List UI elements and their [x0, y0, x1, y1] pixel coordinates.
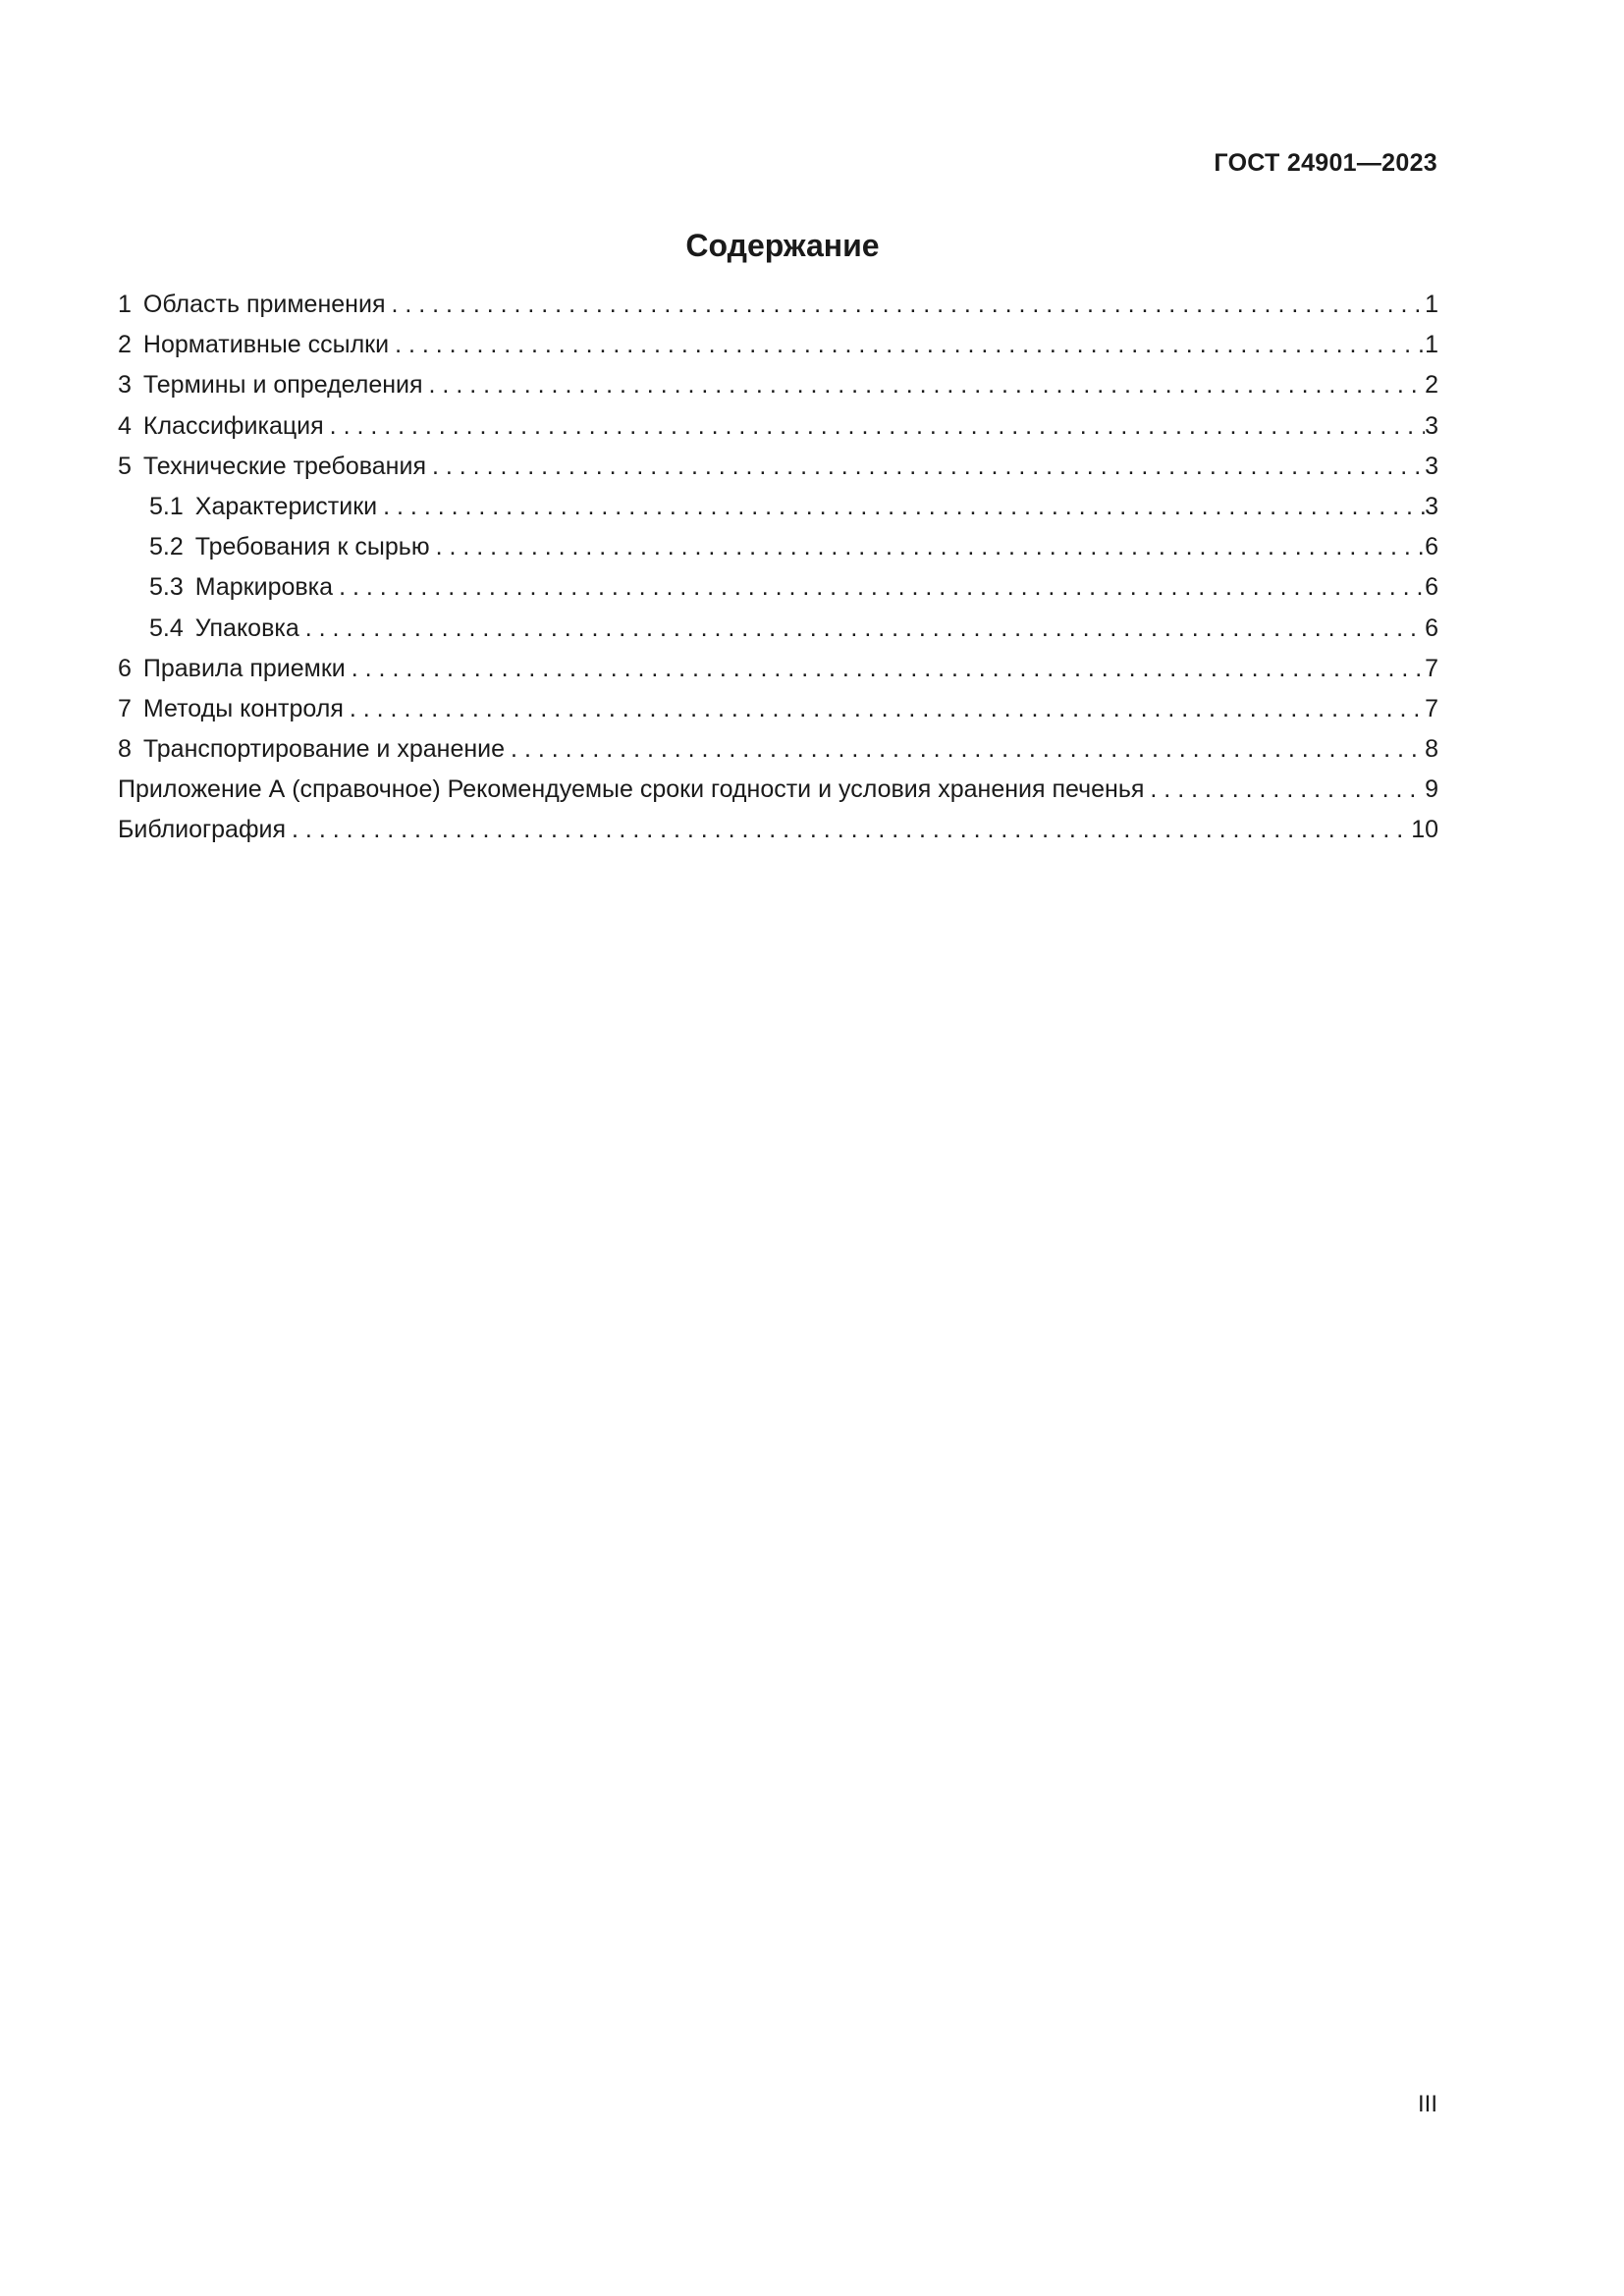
toc-entry-number: 5.2: [149, 533, 184, 561]
toc-entry-number: 5.1: [149, 492, 184, 520]
toc-entry-label: Термины и определения: [142, 371, 423, 400]
toc-entry-label: Методы контроля: [142, 694, 344, 722]
toc-entry-page: 7: [1425, 694, 1438, 722]
toc-entry[interactable]: [118, 609, 1438, 649]
toc-dot-leader: [389, 325, 1425, 365]
toc-entry-label: Классификация: [142, 411, 324, 440]
toc-entry-page: 8: [1425, 735, 1438, 764]
toc-entry-number: 7: [118, 694, 132, 722]
toc-entry-label: Нормативные ссылки: [142, 331, 390, 359]
toc-entry[interactable]: [118, 770, 1438, 810]
toc-entry-number: 5.4: [149, 614, 184, 642]
toc-entry-number: 5: [118, 452, 132, 480]
toc-title: Содержание: [685, 228, 880, 263]
toc-entry-label: Транспортирование и хранение: [142, 735, 506, 764]
toc-entry-page: 1: [1425, 331, 1438, 359]
toc-dot-leader: [423, 365, 1426, 405]
toc-dot-leader: [377, 487, 1425, 527]
toc-entry-number: 8: [118, 735, 132, 764]
toc-entry[interactable]: [118, 447, 1438, 487]
toc-entry-page: 1: [1425, 291, 1438, 318]
toc-entry[interactable]: [118, 325, 1438, 365]
toc-dot-leader: [333, 567, 1425, 608]
toc-entry-page: 3: [1425, 411, 1438, 440]
toc-entry-page: 2: [1425, 371, 1438, 400]
toc-entry-label: Требования к сырью: [194, 533, 430, 561]
toc-entry[interactable]: [118, 285, 1438, 325]
toc-dot-leader: [324, 406, 1425, 447]
toc-entry-number: 1: [118, 291, 132, 318]
toc-dot-leader: [505, 729, 1425, 770]
toc-entry-page: 3: [1425, 452, 1438, 480]
toc-entry-number: 5.3: [149, 573, 184, 602]
toc-entry-page: 9: [1425, 775, 1438, 804]
toc-dot-leader: [286, 810, 1411, 850]
toc-dot-leader: [430, 527, 1426, 567]
toc-entry[interactable]: [118, 729, 1438, 770]
toc-entry[interactable]: [118, 527, 1438, 567]
toc-entry-number: 2: [118, 331, 132, 359]
toc-entry[interactable]: [118, 567, 1438, 608]
toc-entry[interactable]: [118, 406, 1438, 447]
toc-entry-label: Характеристики: [194, 492, 378, 520]
toc-entry[interactable]: [118, 689, 1438, 729]
toc-entry-number: 4: [118, 411, 132, 440]
table-of-contents: [118, 285, 1438, 851]
toc-entry-page: 6: [1425, 614, 1438, 642]
toc-dot-leader: [426, 447, 1425, 487]
toc-entry-page: 7: [1425, 654, 1438, 682]
toc-entry-page: 6: [1425, 573, 1438, 602]
toc-entry[interactable]: [118, 810, 1438, 850]
toc-entry-label: Приложение А (справочное) Рекомендуемые сроки годности и условия хранения печенья: [118, 775, 1145, 804]
toc-entry-number: 6: [118, 654, 132, 682]
toc-entry-page: 6: [1425, 533, 1438, 561]
toc-entry-label: Библиография: [118, 816, 287, 844]
toc-entry[interactable]: [118, 649, 1438, 689]
toc-entry-label: Правила приемки: [142, 654, 346, 682]
toc-entry-label: Область применения: [142, 291, 386, 318]
toc-entry[interactable]: [118, 487, 1438, 527]
toc-entry-page: 10: [1411, 816, 1438, 844]
document-code: ГОСТ 24901—2023: [1214, 149, 1437, 177]
toc-dot-leader: [346, 649, 1425, 689]
toc-dot-leader: [1144, 770, 1425, 810]
toc-dot-leader: [385, 285, 1425, 325]
toc-entry-page: 3: [1425, 492, 1438, 520]
toc-entry-label: Технические требования: [142, 452, 426, 480]
toc-entry-label: Маркировка: [194, 573, 334, 602]
toc-dot-leader: [299, 609, 1425, 649]
page-number: III: [1417, 2091, 1437, 2117]
toc-entry-label: Упаковка: [194, 614, 299, 642]
toc-entry-number: 3: [118, 371, 132, 400]
toc-entry[interactable]: [118, 365, 1438, 405]
toc-dot-leader: [344, 689, 1425, 729]
